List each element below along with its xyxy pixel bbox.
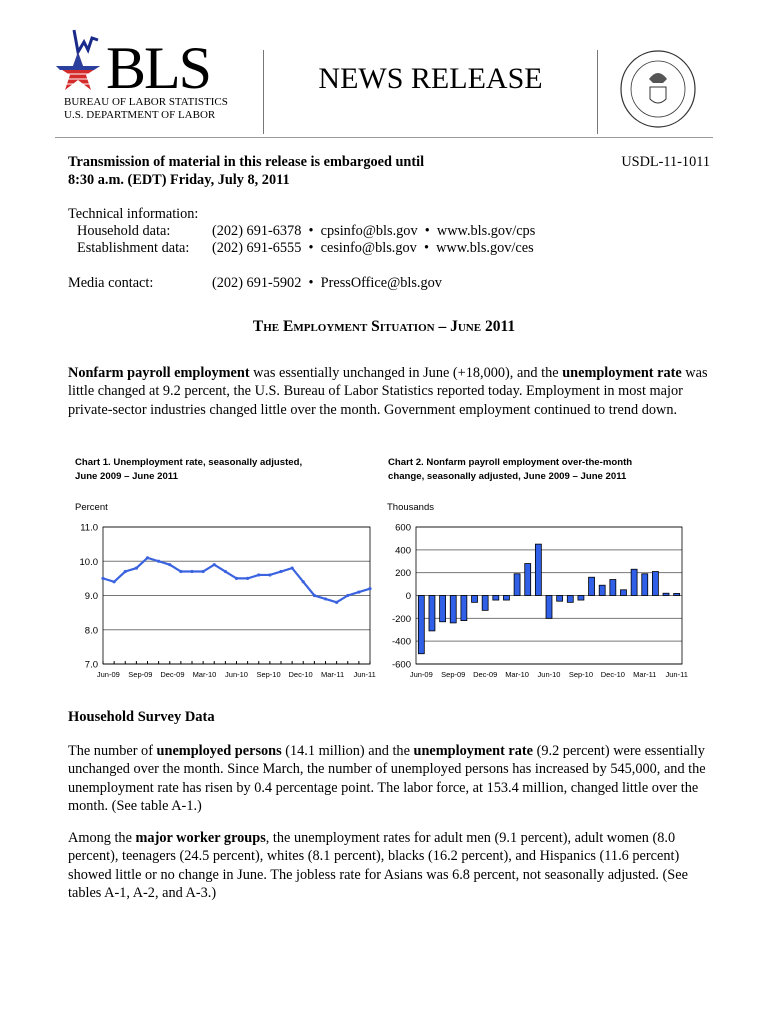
payroll-bar [578, 596, 584, 601]
data-point [324, 597, 327, 600]
establishment-data-label: Establishment data: [77, 240, 190, 256]
star-logo-icon [54, 28, 106, 90]
document-title: The Employment Situation – June 2011 [252, 318, 516, 335]
p2-text-1: , the unemployment rates for adult men (9.1 percent), adult women (8.0 percent), teenagers (24.5 percent), whites (8.1 percent), blacks (16.2 percent), and Hispanics (11.6 percent) showed little or no change in June. The jobless rate for Asians was 6.8 percent, not seasonally adjusted. (See tables A-1, A-2, and A-3.) [68, 830, 688, 902]
chart2-ylabel: Thousands [387, 502, 435, 513]
data-point [268, 573, 271, 576]
y-tick-label: 11.0 [80, 522, 98, 534]
p1-text-1: (14.1 million) and the [281, 743, 414, 759]
data-point [357, 590, 360, 593]
y-tick-label: 0 [405, 591, 411, 602]
data-point [313, 594, 316, 597]
p1-text-2: (9.2 percent) were essentially unchanged over the month. Since March, the number of unemployed persons has increased by 545,000, and the unemployment rate has risen by 0.4 percentage point. The labor force, at 153.4 million, changed little over the month. (See table A-1.) [68, 743, 706, 815]
x-tick-label: Jun-11 [665, 670, 688, 679]
y-tick-label: -200 [391, 613, 411, 625]
x-tick-label: Sep-10 [256, 670, 281, 679]
payroll-bar [472, 596, 478, 603]
p1-text-0: The number of [68, 743, 157, 759]
payroll-bar [450, 596, 456, 623]
x-tick-label: Mar-10 [505, 670, 529, 679]
release-id: USDL-11-1011 [621, 154, 710, 170]
embargo-line-1: Transmission of material in this release is embargoed until [68, 154, 425, 170]
intro-text-2: was little changed at 9.2 percent, the U.S. Bureau of Labor Statistics reported today. Employment in most major private-sector industries changed little over the month. Government employment continued to trend down. [68, 365, 708, 418]
media-contact-info[interactable]: (202) 691-5902 • PressOffice@bls.gov [212, 275, 442, 291]
y-tick-label: 10.0 [79, 556, 98, 568]
y-tick-label: 600 [395, 522, 411, 534]
data-point [346, 594, 349, 597]
chart1-title-line2: June 2009 – June 2011 [75, 471, 178, 482]
p2-text-0: Among the [68, 830, 136, 846]
intro-text-1: was essentially unchanged in June (+18,000), and the [249, 365, 563, 381]
chart2-title [388, 456, 632, 484]
data-point [335, 601, 338, 604]
payroll-bar [599, 585, 605, 595]
chart1-title-line1: Chart 1. Unemployment rate, seasonally adjusted, [75, 457, 303, 468]
payroll-bar [535, 544, 541, 595]
payroll-bar [674, 593, 680, 595]
intro-bold-2: unemployment rate [562, 365, 682, 381]
payroll-bar [589, 577, 595, 595]
chart2-title-line1: Chart 2. Nonfarm payroll employment over-the-month [388, 457, 633, 468]
x-tick-label: Dec-10 [600, 670, 625, 679]
y-tick-label: -600 [391, 659, 411, 671]
chart1-title [75, 456, 302, 484]
x-tick-label: Jun-10 [225, 670, 248, 679]
intro-bold-1: Nonfarm payroll employment [68, 365, 250, 381]
payroll-bar [525, 564, 531, 596]
x-tick-label: Jun-09 [96, 670, 120, 679]
x-tick-label: Mar-11 [633, 670, 657, 679]
p1-bold-1: unemployed persons [156, 743, 282, 759]
payroll-bar [418, 596, 424, 654]
data-point [202, 570, 205, 573]
chart1-ylabel: Percent [75, 502, 108, 513]
y-tick-label: 9.0 [84, 591, 98, 602]
bls-logo [52, 26, 232, 121]
x-tick-label: Jun-10 [537, 670, 561, 679]
data-point [113, 580, 116, 583]
payroll-bar [482, 596, 488, 611]
household-paragraph-1 [68, 742, 718, 816]
data-point [279, 570, 282, 573]
y-tick-label: 7.0 [84, 659, 98, 671]
logo-subtitle-bureau: BUREAU OF LABOR STATISTICS [64, 96, 228, 108]
household-data-label: Household data: [77, 223, 171, 239]
header-divider-right [597, 50, 598, 134]
technical-info-label: Technical information: [68, 206, 199, 222]
data-point [213, 563, 216, 566]
payroll-bar [610, 580, 616, 596]
payroll-bar [514, 574, 520, 596]
payroll-bar [429, 596, 435, 631]
payroll-bar [440, 596, 446, 622]
y-tick-label: 200 [395, 568, 411, 580]
p2-bold-1: major worker groups [135, 830, 266, 846]
chart2-plot [380, 515, 700, 685]
payroll-bar [557, 596, 563, 602]
data-point [168, 563, 171, 566]
data-point [246, 577, 249, 580]
x-tick-label: Mar-10 [192, 670, 217, 679]
data-point [190, 570, 193, 573]
payroll-bar [631, 569, 637, 595]
payroll-bar [621, 590, 627, 596]
department-seal-icon [619, 49, 697, 129]
payroll-bar [567, 596, 573, 603]
x-tick-label: Sep-09 [128, 670, 153, 679]
household-heading: Household Survey Data [68, 709, 215, 725]
p1-bold-2: unemployment rate [413, 743, 534, 759]
data-point [179, 570, 182, 573]
data-point [224, 570, 227, 573]
payroll-bar [461, 596, 467, 621]
chart2-title-line2: change, seasonally adjusted, June 2009 – June 2011 [388, 471, 627, 482]
data-point [302, 580, 305, 583]
x-tick-label: Mar-11 [321, 670, 345, 679]
x-tick-label: Sep-10 [568, 670, 594, 679]
x-tick-label: Sep-09 [441, 670, 466, 679]
y-tick-label: 8.0 [84, 625, 98, 637]
y-tick-label: -400 [391, 636, 411, 648]
embargo-line-2: 8:30 a.m. (EDT) Friday, July 8, 2011 [68, 172, 290, 188]
data-point [135, 567, 138, 570]
payroll-bar [663, 593, 669, 595]
data-point [291, 567, 294, 570]
household-paragraph-2 [68, 829, 718, 903]
data-point [124, 570, 127, 573]
data-point [235, 577, 238, 580]
chart1-plot [60, 515, 380, 685]
data-point [157, 560, 160, 563]
news-release-title: NEWS RELEASE [318, 62, 543, 95]
intro-paragraph [68, 364, 718, 419]
data-point [368, 587, 371, 590]
x-tick-label: Dec-09 [160, 670, 185, 679]
data-point [146, 556, 149, 559]
data-point [257, 573, 260, 576]
logo-text: BLS [106, 35, 211, 101]
logo-subtitle-department: U.S. DEPARTMENT OF LABOR [64, 109, 216, 121]
data-point [101, 577, 104, 580]
payroll-bar [546, 596, 552, 619]
x-tick-label: Dec-09 [473, 670, 498, 679]
payroll-bar [503, 596, 509, 601]
x-tick-label: Jun-09 [409, 670, 433, 679]
establishment-data-contact[interactable]: (202) 691-6555 • cesinfo@bls.gov • www.bls.gov/ces [212, 240, 534, 256]
header-rule [55, 137, 713, 138]
media-contact-label: Media contact: [68, 275, 154, 291]
payroll-bar [642, 574, 648, 596]
payroll-bar [652, 572, 658, 596]
household-data-contact[interactable]: (202) 691-6378 • cpsinfo@bls.gov • www.bls.gov/cps [212, 223, 536, 239]
x-tick-label: Jun-11 [353, 670, 376, 679]
x-tick-label: Dec-10 [288, 670, 313, 679]
y-tick-label: 400 [395, 545, 411, 557]
payroll-bar [493, 596, 499, 601]
